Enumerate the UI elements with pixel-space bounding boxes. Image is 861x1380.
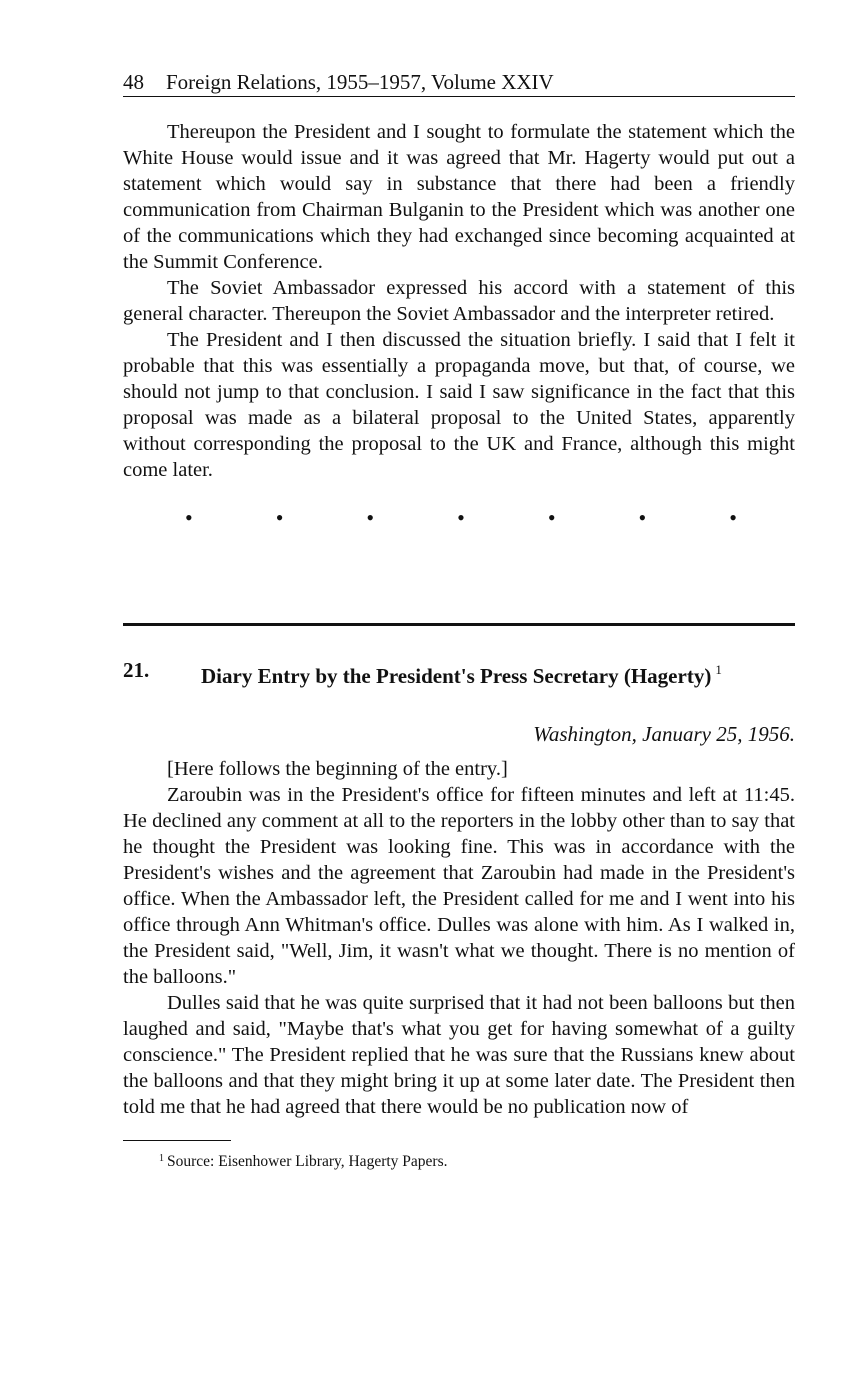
ellipsis-dot: •: [366, 505, 375, 530]
footnote-reference: 1: [715, 662, 722, 677]
diary-text: [123, 756, 795, 1120]
ellipsis-dot: •: [729, 505, 737, 530]
running-head: [123, 68, 795, 97]
footnote: [159, 1149, 795, 1172]
document-number: 21.: [123, 658, 150, 682]
continued-text: [123, 119, 795, 483]
omission-ellipsis: [185, 507, 737, 529]
ellipsis-dot: •: [638, 505, 647, 530]
document-page: [123, 68, 795, 1172]
dateline: Washington, January 25, 1956.: [533, 722, 795, 746]
page-number: 48: [123, 70, 144, 94]
paragraph: The Soviet Ambassador expressed his accord with a statement of this general character. Thereupon the Soviet Ambassador and the interpreter retired.: [123, 277, 795, 325]
document-title: Diary Entry by the President's Press Secretary (Hagerty): [201, 664, 712, 688]
paragraph: Zaroubin was in the President's office for fifteen minutes and left at 11:45. He declined any comment at all to the reporters in the lobby other than to say that he thought the President was looking fine. This was in accordance with the President's wishes and the agreement that Zaroubin had made in the President's office. When the Ambassador left, the President called for me and I went into his office through Ann Whitman's office. Dulles was alone with him. As I walked in, the President said, "Well, Jim, it wasn't what we thought. There is no mention of the balloons.": [123, 784, 795, 988]
paragraph: The President and I then discussed the situation briefly. I said that I felt it probable that this was essentially a propaganda move, but that, of course, we should not jump to that conclusion. I said I saw significance in the fact that this proposal was made as a bilateral proposal to the United States, apparently without corresponding the proposal to the UK and France, although this might come later.: [123, 329, 795, 481]
document-title-wrap: [201, 656, 722, 690]
volume-title: Foreign Relations, 1955–1957, Volume XXIV: [166, 70, 554, 94]
document-heading: [123, 656, 795, 690]
ellipsis-dot: •: [275, 505, 284, 530]
ellipsis-dot: •: [547, 505, 556, 530]
paragraph: Dulles said that he was quite surprised that it had not been balloons but then laughed and said, "Maybe that's what you get for having somewhat of a guilty conscience." The President replied that he was sure that the Russians knew about the balloons and that they might bring it up at some later date. The President then told me that he had agreed that there would be no publication now of: [123, 992, 795, 1118]
paragraph: Thereupon the President and I sought to formulate the statement which the White House would issue and it was agreed that Mr. Hagerty would put out a statement which would say in substance that there had been a friendly communication from Chairman Bulganin to the President which was another one of the communications which they had exchanged since becoming acquainted at the Summit Conference.: [123, 121, 795, 273]
paragraph: [Here follows the beginning of the entry.]: [167, 758, 508, 780]
footnote-text: Source: Eisenhower Library, Hagerty Papers.: [167, 1153, 448, 1170]
footnote-marker: 1: [159, 1153, 164, 1164]
footnote-divider: [123, 1140, 231, 1141]
ellipsis-dot: •: [185, 505, 193, 530]
section-divider: [123, 623, 795, 626]
ellipsis-dot: •: [457, 505, 465, 530]
